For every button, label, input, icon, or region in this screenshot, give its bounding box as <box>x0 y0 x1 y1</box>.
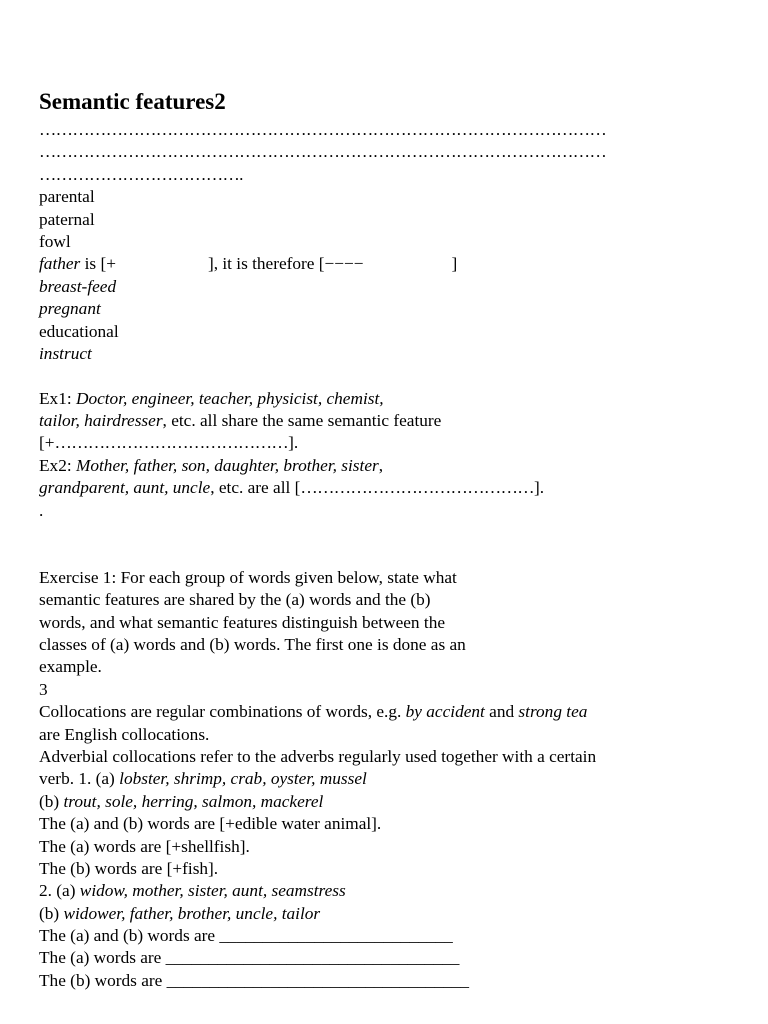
dotted-line: ………………………………. <box>39 164 243 184</box>
ex1-list-2: tailor, hairdresser <box>39 411 163 431</box>
document-page <box>39 88 729 992</box>
q2-b-line <box>39 903 729 925</box>
ex1-line-3 <box>39 432 729 454</box>
ex1-bracket-dots: …………………………………… <box>54 433 289 453</box>
ex1-bracket-close: ]. <box>288 433 299 453</box>
q2-b-answer: The (b) words are ___________________________________ <box>39 970 470 990</box>
ex1-label: Ex1: <box>39 388 76 408</box>
q2-b-words: widower, father, brother, uncle, tailor <box>63 903 321 923</box>
word-breast-feed-text: breast-feed <box>39 276 117 296</box>
father-text-a: is [+ <box>80 254 116 274</box>
q1-b-label: (b) <box>39 791 64 811</box>
word-instruct <box>39 343 729 365</box>
spacer <box>39 522 729 544</box>
ex2-line-2 <box>39 477 729 499</box>
ex2-period: . <box>39 500 44 520</box>
word-paternal: paternal <box>39 209 95 229</box>
ex1-rest: , etc. all share the same semantic feature <box>162 411 442 431</box>
ex1-list-1: Doctor, engineer, teacher, physicist, chemist, <box>75 388 384 408</box>
father-text-b: ], it is therefore [−−−− <box>207 254 364 274</box>
q2-a-words: widow, mother, sister, aunt, seamstress <box>79 881 346 901</box>
exercise-line-1: Exercise 1: For each group of words given below, state what <box>39 567 457 587</box>
exercise-line-2: semantic features are shared by the (a) words and the (b) <box>39 590 431 610</box>
collocations-line-3: Adverbial collocations refer to the adverbs regularly used together with a certain <box>39 746 597 766</box>
ex2-rest-b: ]. <box>533 478 545 498</box>
word-pregnant <box>39 298 729 320</box>
q1-a-words: lobster, shrimp, crab, oyster, mussel <box>119 769 367 789</box>
word-fowl: fowl <box>39 231 71 251</box>
ex2-comma: , <box>378 455 384 475</box>
q1-b-answer: The (b) words are [+fish]. <box>39 858 219 878</box>
word-breast-feed <box>39 276 729 298</box>
word-father: father <box>39 254 81 274</box>
ex1-line-1 <box>39 388 729 410</box>
collocation-example-2: strong tea <box>518 702 588 722</box>
word-pregnant-text: pregnant <box>39 299 101 319</box>
ex2-line-1 <box>39 455 729 477</box>
ex2-list-1: Mother, father, son, daughter, brother, sister <box>75 455 379 475</box>
page-number: 3 <box>39 679 48 699</box>
ex2-list-2: grandparent, aunt, uncle <box>39 478 211 498</box>
word-parental: parental <box>39 187 95 207</box>
q2-a-line <box>39 880 729 902</box>
page-title: Semantic features2 <box>39 89 226 114</box>
exercise-line-3: words, and what semantic features distinguish between the <box>39 612 445 632</box>
father-text-c: ] <box>451 254 458 274</box>
dotted-line: ………………………………………………………………………………………… <box>39 120 607 139</box>
q1-a-label: verb. 1. (a) <box>39 769 120 789</box>
word-instruct-text: instruct <box>39 343 92 363</box>
collocations-text-a: Collocations are regular combinations of words, e.g. <box>39 702 406 722</box>
q2-b-label: (b) <box>39 903 64 923</box>
q2-a-label: 2. (a) <box>39 881 80 901</box>
collocations-line-1 <box>39 701 729 723</box>
q1-b-line <box>39 791 729 813</box>
collocations-line-2: are English collocations. <box>39 724 210 744</box>
q2-ab-answer: The (a) and (b) words are ___________________________ <box>39 926 453 946</box>
exercise-line-4: classes of (a) words and (b) words. The first one is done as an <box>39 634 466 654</box>
spacer <box>39 544 729 566</box>
q1-a-line <box>39 768 729 790</box>
q1-ab-answer: The (a) and (b) words are [+edible water animal]. <box>39 814 382 834</box>
ex2-bracket-dots: …………………………………… <box>300 478 534 498</box>
q1-b-words: trout, sole, herring, salmon, mackerel <box>63 791 324 811</box>
ex1-line-2 <box>39 410 729 432</box>
q2-a-answer: The (a) words are __________________________________ <box>39 948 460 968</box>
father-feature-line <box>39 253 729 275</box>
ex2-label: Ex2: <box>39 455 76 475</box>
exercise-line-5: example. <box>39 657 102 677</box>
collocation-example-1: by accident <box>405 702 485 722</box>
q1-a-answer: The (a) words are [+shellfish]. <box>39 836 250 856</box>
collocations-text-c: and <box>484 702 519 722</box>
spacer <box>39 365 729 387</box>
dotted-line: ………………………………………………………………………………………… <box>39 142 607 162</box>
ex2-rest-a: , etc. are all [ <box>210 478 301 498</box>
ex1-bracket-open: [+ <box>39 433 55 453</box>
word-educational: educational <box>39 321 119 341</box>
